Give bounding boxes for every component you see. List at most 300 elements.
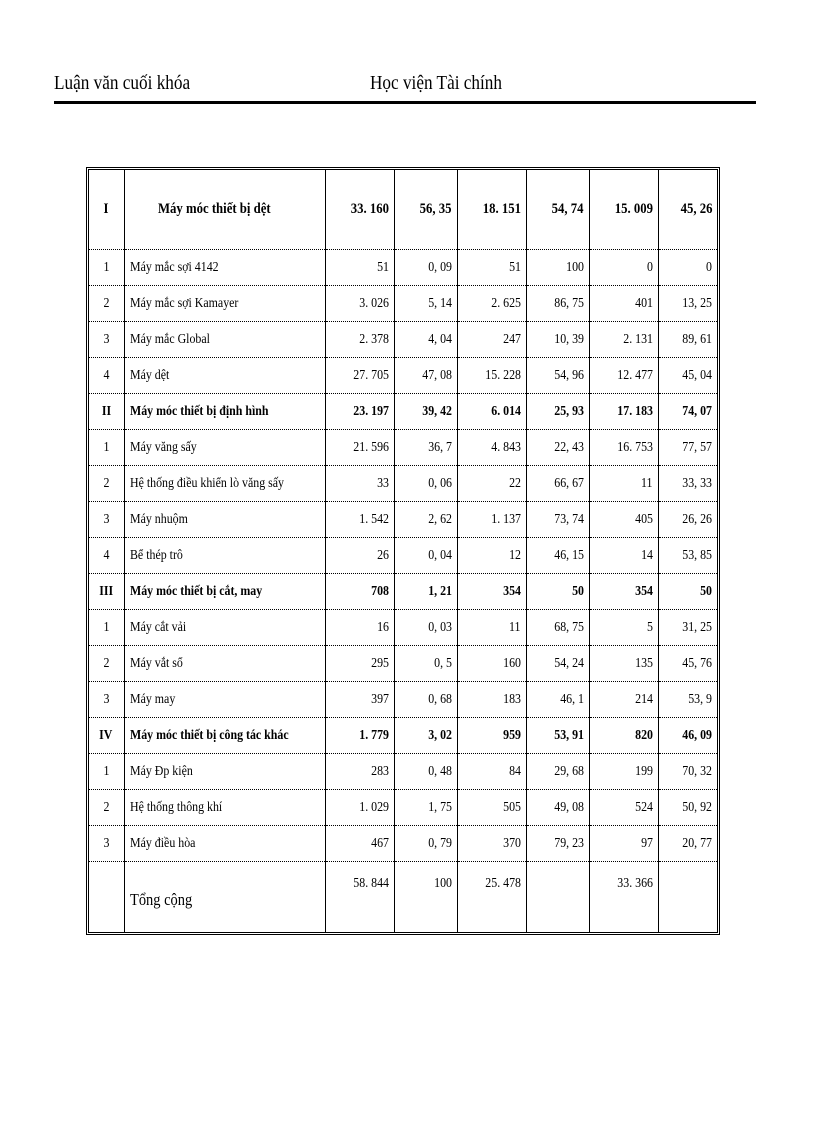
value-col-5 <box>589 682 658 718</box>
percent-col-6-text: 53, 9 <box>688 691 712 707</box>
row-number <box>89 394 124 430</box>
value-col-1-text: 21. 596 <box>352 439 389 455</box>
value-col-1-text: 708 <box>370 583 389 599</box>
value-col-5-text: 97 <box>640 835 653 851</box>
value-col-3 <box>457 718 526 754</box>
value-col-5 <box>589 574 658 610</box>
percent-col-6 <box>658 394 717 430</box>
value-col-1 <box>325 250 394 286</box>
page-header <box>54 70 756 102</box>
value-col-5 <box>589 718 658 754</box>
item-name-text: Máy văng sấy <box>129 439 197 455</box>
percent-col-6 <box>658 574 717 610</box>
percent-col-6-text: 50 <box>700 583 712 599</box>
percent-col-6-text: 74, 07 <box>682 403 712 419</box>
item-name <box>124 862 325 933</box>
row-number <box>89 250 124 286</box>
value-col-5-text: 33. 366 <box>616 876 653 891</box>
percent-col-2-text: 1, 75 <box>427 799 452 815</box>
value-col-3 <box>457 538 526 574</box>
value-col-1 <box>325 502 394 538</box>
row-number-text: I <box>103 201 109 217</box>
item-name-text: Máy mắc sợi Kamayer <box>129 295 238 311</box>
item-name-text: Hệ thống thông khí <box>129 799 222 815</box>
table-row <box>89 322 717 358</box>
value-col-5 <box>589 250 658 286</box>
percent-col-6-text: 89, 61 <box>682 331 712 347</box>
value-col-1-text: 467 <box>370 835 389 851</box>
percent-col-4 <box>526 430 589 466</box>
value-col-3 <box>457 646 526 682</box>
percent-col-6 <box>658 862 717 933</box>
percent-col-6-text: 33, 33 <box>682 475 712 491</box>
percent-col-6-text: 53, 85 <box>682 547 712 563</box>
item-name <box>124 754 325 790</box>
item-name <box>124 790 325 826</box>
value-col-5 <box>589 646 658 682</box>
value-col-3 <box>457 790 526 826</box>
table-row <box>89 250 717 286</box>
row-number-text: 1 <box>103 619 110 635</box>
percent-col-4-text: 73, 74 <box>553 511 584 527</box>
value-col-1 <box>325 466 394 502</box>
value-col-5 <box>589 790 658 826</box>
group-row <box>89 394 717 430</box>
percent-col-2 <box>394 322 457 358</box>
total-row <box>89 862 717 933</box>
value-col-1-text: 16 <box>376 619 389 635</box>
percent-col-6 <box>658 322 717 358</box>
value-col-3 <box>457 754 526 790</box>
value-col-1 <box>325 718 394 754</box>
percent-col-2 <box>394 502 457 538</box>
percent-col-6 <box>658 502 717 538</box>
header-institution: Học viện Tài chính <box>370 72 502 94</box>
value-col-3-text: 160 <box>502 655 521 671</box>
percent-col-4-text: 68, 75 <box>553 619 584 635</box>
value-col-1 <box>325 170 394 250</box>
percent-col-4-text: 54, 24 <box>553 655 584 671</box>
percent-col-2-text: 4, 04 <box>427 331 452 347</box>
value-col-3 <box>457 430 526 466</box>
item-name-text: Máy móc thiết bị dệt <box>158 201 271 217</box>
row-number <box>89 430 124 466</box>
item-name-text: Hệ thống điều khiển lò văng sấy <box>129 475 284 491</box>
percent-col-2 <box>394 682 457 718</box>
percent-col-4 <box>526 610 589 646</box>
value-col-3-text: 505 <box>502 799 521 815</box>
value-col-1 <box>325 790 394 826</box>
percent-col-4-text: 79, 23 <box>553 835 584 851</box>
item-name <box>124 574 325 610</box>
item-name-text: Máy mắc sợi 4142 <box>129 259 219 275</box>
percent-col-2 <box>394 610 457 646</box>
percent-col-2 <box>394 538 457 574</box>
row-number <box>89 790 124 826</box>
item-name <box>124 286 325 322</box>
row-number-text: 3 <box>103 835 110 851</box>
value-col-5-text: 524 <box>634 799 653 815</box>
item-name-text: Máy móc thiết bị công tác khác <box>129 727 289 743</box>
value-col-5 <box>589 502 658 538</box>
value-col-5-text: 405 <box>634 511 653 527</box>
value-col-5-text: 214 <box>634 691 653 707</box>
item-name-text: Máy may <box>129 691 175 707</box>
item-name <box>124 538 325 574</box>
percent-col-4-text: 46, 1 <box>559 691 584 707</box>
value-col-3 <box>457 826 526 862</box>
percent-col-6-text: 26, 26 <box>682 511 712 527</box>
value-col-3-text: 12 <box>508 547 521 563</box>
item-name-text: Máy điều hòa <box>129 835 195 851</box>
percent-col-2-text: 0, 04 <box>427 547 452 563</box>
value-col-1 <box>325 574 394 610</box>
percent-col-6 <box>658 430 717 466</box>
percent-col-4 <box>526 358 589 394</box>
percent-col-2-text: 0, 5 <box>433 655 452 671</box>
item-name <box>124 646 325 682</box>
value-col-1-text: 2. 378 <box>358 331 389 347</box>
percent-col-2-text: 5, 14 <box>427 295 452 311</box>
header-divider <box>54 101 756 104</box>
value-col-5-text: 401 <box>634 295 653 311</box>
item-name-text: Máy nhuộm <box>129 511 188 527</box>
percent-col-4-text: 86, 75 <box>553 295 584 311</box>
value-col-3 <box>457 862 526 933</box>
value-col-3-text: 84 <box>508 763 521 779</box>
row-number-text: 3 <box>103 511 110 527</box>
value-col-5-text: 0 <box>646 259 653 275</box>
value-col-1-text: 51 <box>376 259 389 275</box>
value-col-1 <box>325 538 394 574</box>
percent-col-2-text: 36, 7 <box>427 439 452 455</box>
value-col-3-text: 247 <box>502 331 521 347</box>
percent-col-4 <box>526 574 589 610</box>
row-number-text: 2 <box>103 655 110 671</box>
percent-col-6 <box>658 250 717 286</box>
value-col-5-text: 17. 183 <box>616 403 653 419</box>
percent-col-2 <box>394 170 457 250</box>
value-col-3-text: 11 <box>509 619 521 635</box>
value-col-1-text: 3. 026 <box>358 295 389 311</box>
percent-col-4-text: 54, 74 <box>551 201 584 217</box>
percent-col-6-text: 50, 92 <box>682 799 712 815</box>
table-row <box>89 538 717 574</box>
value-col-1-text: 1. 779 <box>358 727 389 743</box>
row-number-text: 1 <box>103 259 110 275</box>
percent-col-4-text: 53, 91 <box>553 727 584 743</box>
percent-col-2 <box>394 862 457 933</box>
percent-col-4-text: 66, 67 <box>553 475 584 491</box>
row-number <box>89 286 124 322</box>
percent-col-4 <box>526 826 589 862</box>
value-col-3 <box>457 502 526 538</box>
percent-col-2 <box>394 754 457 790</box>
item-name <box>124 170 325 250</box>
value-col-5-text: 5 <box>646 619 653 635</box>
percent-col-4 <box>526 250 589 286</box>
row-number <box>89 538 124 574</box>
table-row <box>89 610 717 646</box>
item-name <box>124 610 325 646</box>
value-col-1-text: 33 <box>376 475 389 491</box>
value-col-3-text: 15. 228 <box>484 367 521 383</box>
percent-col-4 <box>526 790 589 826</box>
value-col-3-text: 370 <box>502 835 521 851</box>
value-col-3 <box>457 610 526 646</box>
row-number <box>89 682 124 718</box>
value-col-5 <box>589 826 658 862</box>
value-col-1-text: 295 <box>370 655 389 671</box>
row-number <box>89 358 124 394</box>
value-col-3-text: 1. 137 <box>490 511 521 527</box>
value-col-3-text: 2. 625 <box>490 295 521 311</box>
value-col-3 <box>457 574 526 610</box>
row-number-text: 4 <box>103 367 110 383</box>
item-name-text: Tổng cộng <box>129 890 192 909</box>
value-col-1-text: 283 <box>370 763 389 779</box>
percent-col-4 <box>526 170 589 250</box>
row-number-text: 2 <box>103 799 110 815</box>
row-number-text: III <box>99 583 114 599</box>
row-number-text: 2 <box>103 475 110 491</box>
percent-col-6 <box>658 538 717 574</box>
row-number-text: 4 <box>103 547 110 563</box>
percent-col-2-text: 2, 62 <box>427 511 452 527</box>
percent-col-6 <box>658 826 717 862</box>
value-col-5-text: 354 <box>634 583 653 599</box>
item-name-text: Máy Đp kiện <box>129 763 193 779</box>
percent-col-4-text: 49, 08 <box>553 799 584 815</box>
percent-col-4-text: 46, 15 <box>553 547 584 563</box>
percent-col-4-text: 100 <box>565 259 584 275</box>
percent-col-2-text: 0, 06 <box>427 475 452 491</box>
value-col-1-text: 397 <box>370 691 389 707</box>
percent-col-2-text: 1, 21 <box>427 583 452 599</box>
group-row <box>89 574 717 610</box>
value-col-1 <box>325 286 394 322</box>
value-col-3 <box>457 322 526 358</box>
value-col-5-text: 16. 753 <box>616 439 653 455</box>
percent-col-6 <box>658 682 717 718</box>
value-col-5 <box>589 466 658 502</box>
value-col-1 <box>325 358 394 394</box>
percent-col-2-text: 0, 68 <box>427 691 452 707</box>
percent-col-2 <box>394 646 457 682</box>
value-col-3 <box>457 682 526 718</box>
value-col-5-text: 15. 009 <box>614 201 653 217</box>
value-col-5-text: 14 <box>640 547 653 563</box>
percent-col-2 <box>394 466 457 502</box>
value-col-5 <box>589 358 658 394</box>
row-number <box>89 646 124 682</box>
item-name-text: Máy dệt <box>129 367 169 383</box>
item-name <box>124 250 325 286</box>
item-name-text: Máy vắt sổ <box>129 655 183 671</box>
row-number <box>89 574 124 610</box>
table-row <box>89 754 717 790</box>
value-col-1-text: 1. 029 <box>358 799 389 815</box>
value-col-3-text: 183 <box>502 691 521 707</box>
value-col-3-text: 18. 151 <box>482 201 521 217</box>
value-col-5-text: 12. 477 <box>616 367 653 383</box>
value-col-3 <box>457 394 526 430</box>
value-col-3-text: 354 <box>502 583 521 599</box>
row-number-text: 1 <box>103 763 110 779</box>
percent-col-2 <box>394 250 457 286</box>
percent-col-4 <box>526 718 589 754</box>
table-row <box>89 646 717 682</box>
percent-col-6 <box>658 610 717 646</box>
row-number-text: IV <box>99 727 113 743</box>
header-thesis-title: Luận văn cuối khóa <box>54 72 191 94</box>
percent-col-6 <box>658 718 717 754</box>
row-number-text: II <box>101 403 111 419</box>
item-name <box>124 358 325 394</box>
percent-col-6-text: 70, 32 <box>682 763 712 779</box>
row-number <box>89 754 124 790</box>
value-col-1-text: 23. 197 <box>352 403 389 419</box>
percent-col-2 <box>394 574 457 610</box>
percent-col-4-text: 29, 68 <box>553 763 584 779</box>
value-col-5 <box>589 862 658 933</box>
value-col-5-text: 11 <box>641 475 653 491</box>
item-name-text: Máy móc thiết bị cắt, may <box>129 583 262 599</box>
value-col-1 <box>325 754 394 790</box>
table-row <box>89 466 717 502</box>
percent-col-4-text: 50 <box>571 583 584 599</box>
percent-col-2-text: 0, 09 <box>427 259 452 275</box>
item-name <box>124 466 325 502</box>
item-name-text: Máy cắt vải <box>129 619 186 635</box>
row-number <box>89 466 124 502</box>
value-col-1 <box>325 610 394 646</box>
percent-col-6-text: 46, 09 <box>682 727 712 743</box>
item-name <box>124 430 325 466</box>
percent-col-2 <box>394 430 457 466</box>
item-name <box>124 322 325 358</box>
percent-col-2 <box>394 286 457 322</box>
percent-col-6 <box>658 466 717 502</box>
percent-col-6-text: 77, 57 <box>682 439 712 455</box>
percent-col-4-text: 54, 96 <box>553 367 584 383</box>
percent-col-2 <box>394 790 457 826</box>
value-col-5-text: 2. 131 <box>622 331 653 347</box>
value-col-3-text: 6. 014 <box>490 403 521 419</box>
percent-col-6-text: 20, 77 <box>682 835 712 851</box>
percent-col-6-text: 31, 25 <box>682 619 712 635</box>
table-row <box>89 826 717 862</box>
value-col-3 <box>457 466 526 502</box>
value-col-1-text: 33. 160 <box>350 201 389 217</box>
row-number <box>89 170 124 250</box>
value-col-3-text: 25. 478 <box>484 876 521 891</box>
value-col-5 <box>589 754 658 790</box>
value-col-5 <box>589 430 658 466</box>
value-col-5 <box>589 610 658 646</box>
table-row <box>89 790 717 826</box>
table-row <box>89 502 717 538</box>
percent-col-6-text: 45, 76 <box>682 655 712 671</box>
percent-col-2-text: 39, 42 <box>421 403 452 419</box>
percent-col-6 <box>658 358 717 394</box>
percent-col-4-text: 25, 93 <box>553 403 584 419</box>
item-name-text: Máy móc thiết bị định hình <box>129 403 269 419</box>
row-number-text: 3 <box>103 331 110 347</box>
item-name <box>124 682 325 718</box>
value-col-1-text: 58. 844 <box>352 876 389 891</box>
percent-col-6-text: 13, 25 <box>682 295 712 311</box>
value-col-3-text: 51 <box>508 259 521 275</box>
item-name <box>124 502 325 538</box>
row-number <box>89 502 124 538</box>
value-col-5-text: 135 <box>634 655 653 671</box>
percent-col-4 <box>526 682 589 718</box>
value-col-3-text: 959 <box>502 727 521 743</box>
percent-col-2-text: 56, 35 <box>419 201 452 217</box>
value-col-5 <box>589 170 658 250</box>
value-col-1 <box>325 646 394 682</box>
value-col-5 <box>589 538 658 574</box>
percent-col-6-text: 45, 26 <box>680 201 712 217</box>
percent-col-4-text: 22, 43 <box>553 439 584 455</box>
value-col-1 <box>325 430 394 466</box>
value-col-1 <box>325 682 394 718</box>
value-col-3-text: 22 <box>508 475 521 491</box>
value-col-5 <box>589 394 658 430</box>
percent-col-2-text: 100 <box>433 876 452 891</box>
percent-col-2 <box>394 718 457 754</box>
item-name-text: Bể thép trô <box>129 547 183 563</box>
equipment-table <box>86 167 720 935</box>
row-number-text: 1 <box>103 439 110 455</box>
percent-col-6 <box>658 646 717 682</box>
group-row <box>89 718 717 754</box>
percent-col-4 <box>526 286 589 322</box>
table-row <box>89 358 717 394</box>
value-col-3 <box>457 358 526 394</box>
percent-col-4 <box>526 538 589 574</box>
value-col-5-text: 820 <box>634 727 653 743</box>
value-col-5 <box>589 322 658 358</box>
row-number <box>89 610 124 646</box>
percent-col-2-text: 0, 48 <box>427 763 452 779</box>
value-col-1-text: 27. 705 <box>352 367 389 383</box>
percent-col-6 <box>658 170 717 250</box>
item-name-text: Máy mắc Global <box>129 331 210 347</box>
percent-col-4 <box>526 502 589 538</box>
percent-col-4-text: 10, 39 <box>553 331 584 347</box>
table-row <box>89 430 717 466</box>
item-name <box>124 394 325 430</box>
value-col-3 <box>457 170 526 250</box>
value-col-1-text: 26 <box>376 547 389 563</box>
value-col-3-text: 4. 843 <box>490 439 521 455</box>
item-name <box>124 718 325 754</box>
percent-col-2-text: 0, 03 <box>427 619 452 635</box>
percent-col-4 <box>526 466 589 502</box>
percent-col-2-text: 47, 08 <box>421 367 452 383</box>
row-number-text: 3 <box>103 691 110 707</box>
percent-col-4 <box>526 646 589 682</box>
percent-col-6-text: 45, 04 <box>682 367 712 383</box>
percent-col-2 <box>394 394 457 430</box>
item-name <box>124 826 325 862</box>
value-col-1 <box>325 826 394 862</box>
table-row <box>89 286 717 322</box>
value-col-1 <box>325 394 394 430</box>
percent-col-6 <box>658 754 717 790</box>
